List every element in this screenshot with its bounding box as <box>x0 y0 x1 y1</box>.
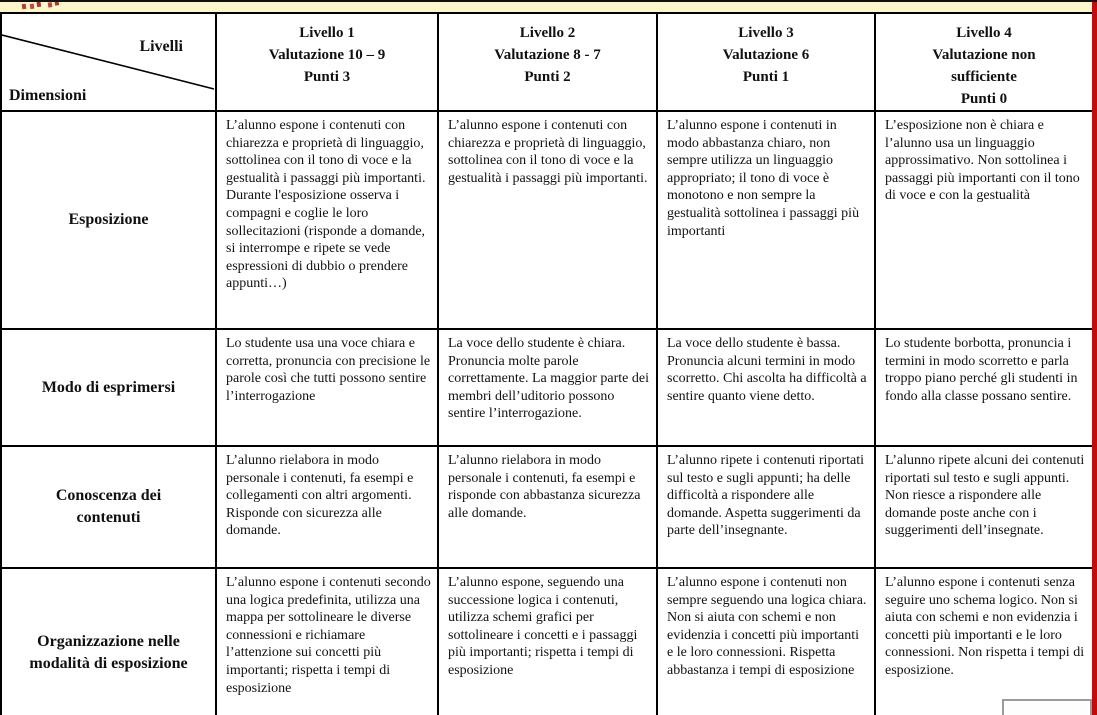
cell-modo-l4: Lo studente borbotta, pronuncia i termini in modo scorretto e parla troppo piano perché gli studenti in fondo alla classe possano sentire. <box>875 329 1093 446</box>
level-title: Livello 1 <box>299 25 355 41</box>
cell-modo-l1: Lo studente usa una voce chiara e corretta, pronuncia con precisione le parole così che tutti possono sentire l’interrogazione <box>216 329 438 446</box>
cell-modo-l3: La voce dello studente è bassa. Pronuncia alcuni termini in modo scorretto. Chi ascolta ha difficoltà a sentire quanto viene detto. <box>657 329 875 446</box>
cell-conoscenza-l3: L’alunno ripete i contenuti riportati sul testo e sugli appunti; ha delle difficoltà a rispondere alle domande. Aspetta suggerimenti da parte dell’insegnante. <box>657 446 875 568</box>
page-top-strip <box>0 2 1097 12</box>
cell-organizzazione-l1: L’alunno espone i contenuti secondo una logica predefinita, utilizza una mappa per sottolineare le diverse connessioni e richiamare l’attenzione sui concetti più importanti; rispetta i tempi di esposizione <box>216 568 438 715</box>
header-row <box>1 13 1093 111</box>
cell-esposizione-l4: L’esposizione non è chiara e l’alunno usa un linguaggio approssimativo. Non sottolinea i passaggi più importanti con il tono di voce e con la gestualità <box>875 111 1093 329</box>
header-livello-4 <box>875 13 1093 111</box>
level-punti: Punti 0 <box>960 91 1008 107</box>
level-title: Livello 4 <box>956 25 1012 41</box>
level-title: Livello 3 <box>738 25 794 41</box>
table-row <box>1 329 1093 446</box>
cell-organizzazione-l4: L’alunno espone i contenuti senza seguire uno schema logico. Non si aiuta con schemi e non evidenzia i concetti più importanti e le loro connessioni. Non rispetta i tempi di esposizione. <box>875 568 1093 715</box>
table-row <box>1 111 1093 329</box>
cell-modo-l2: La voce dello studente è chiara. Pronuncia molte parole correttamente. La maggior parte dei membri dell’uditorio possono sentire l’interrogazione. <box>438 329 657 446</box>
cell-conoscenza-l4: L’alunno ripete alcuni dei contenuti riportati sul testo e sugli appunti. Non riesce a rispondere alle domande poste anche con i suggerimenti dell’insegnate. <box>875 446 1093 568</box>
level-valutazione: Valutazione 10 – 9 <box>268 47 386 63</box>
row-label-modo-di-esprimersi: Modo di esprimersi <box>1 329 216 446</box>
clipped-red-annotation <box>22 4 27 10</box>
level-valutazione: Valutazione non sufficiente <box>932 47 1036 85</box>
corner-label-dimensioni: Dimensioni <box>9 87 87 104</box>
level-punti: Punti 3 <box>303 69 351 85</box>
cell-esposizione-l1: L’alunno espone i contenuti con chiarezza e proprietà di linguaggio, sottolinea con il tono di voce e la gestualità i passaggi più importanti. Durante l'esposizione osserva i compagni e coglie le loro sollecitazioni (risponde a domande, si interrompe e ripete se vede espressioni di dubbio o prendere appunti…) <box>216 111 438 329</box>
page-right-red-border <box>1092 2 1097 715</box>
row-label-conoscenza: Conoscenza dei contenuti <box>1 446 216 568</box>
corner-cell <box>1 13 216 111</box>
header-livello-1 <box>216 13 438 111</box>
cell-esposizione-l2: L’alunno espone i contenuti con chiarezza e proprietà di linguaggio, sottolinea con il tono di voce e la gestualità i passaggi più importanti. <box>438 111 657 329</box>
evaluation-rubric-table <box>0 12 1094 715</box>
cell-organizzazione-l2: L’alunno espone, seguendo una successione logica i contenuti, utilizza schemi grafici per sottolineare i concetti e i passaggi più importanti; rispetta i tempi di esposizione <box>438 568 657 715</box>
row-label-organizzazione: Organizzazione nelle modalità di esposizione <box>1 568 216 715</box>
level-punti: Punti 1 <box>742 69 790 85</box>
header-livello-3 <box>657 13 875 111</box>
header-livello-2 <box>438 13 657 111</box>
table-row <box>1 568 1093 715</box>
level-title: Livello 2 <box>519 25 576 41</box>
cell-esposizione-l3: L’alunno espone i contenuti in modo abbastanza chiaro, non sempre utilizza un linguaggio appropriato; il tono di voce è monotono e non sempre la gestualità sottolinea i passaggi più importanti <box>657 111 875 329</box>
corner-label-livelli: Livelli <box>139 38 183 55</box>
level-valutazione: Valutazione 8 - 7 <box>494 47 601 63</box>
level-valutazione: Valutazione 6 <box>722 47 810 63</box>
cell-conoscenza-l1: L’alunno rielabora in modo personale i contenuti, fa esempi e collegamenti con altri argomenti. Risponde con sicurezza alle domande. <box>216 446 438 568</box>
row-label-esposizione: Esposizione <box>1 111 216 329</box>
cell-organizzazione-l3: L’alunno espone i contenuti non sempre seguendo una logica chiara. Non si aiuta con schemi e non evidenzia i concetti più importanti e le loro connessioni. Rispetta abbastanza i tempi di esposizione <box>657 568 875 715</box>
level-punti: Punti 2 <box>524 69 571 85</box>
cell-conoscenza-l2: L’alunno rielabora in modo personale i contenuti, fa esempi e risponde con abbastanza sicurezza alle domande. <box>438 446 657 568</box>
table-row <box>1 446 1093 568</box>
